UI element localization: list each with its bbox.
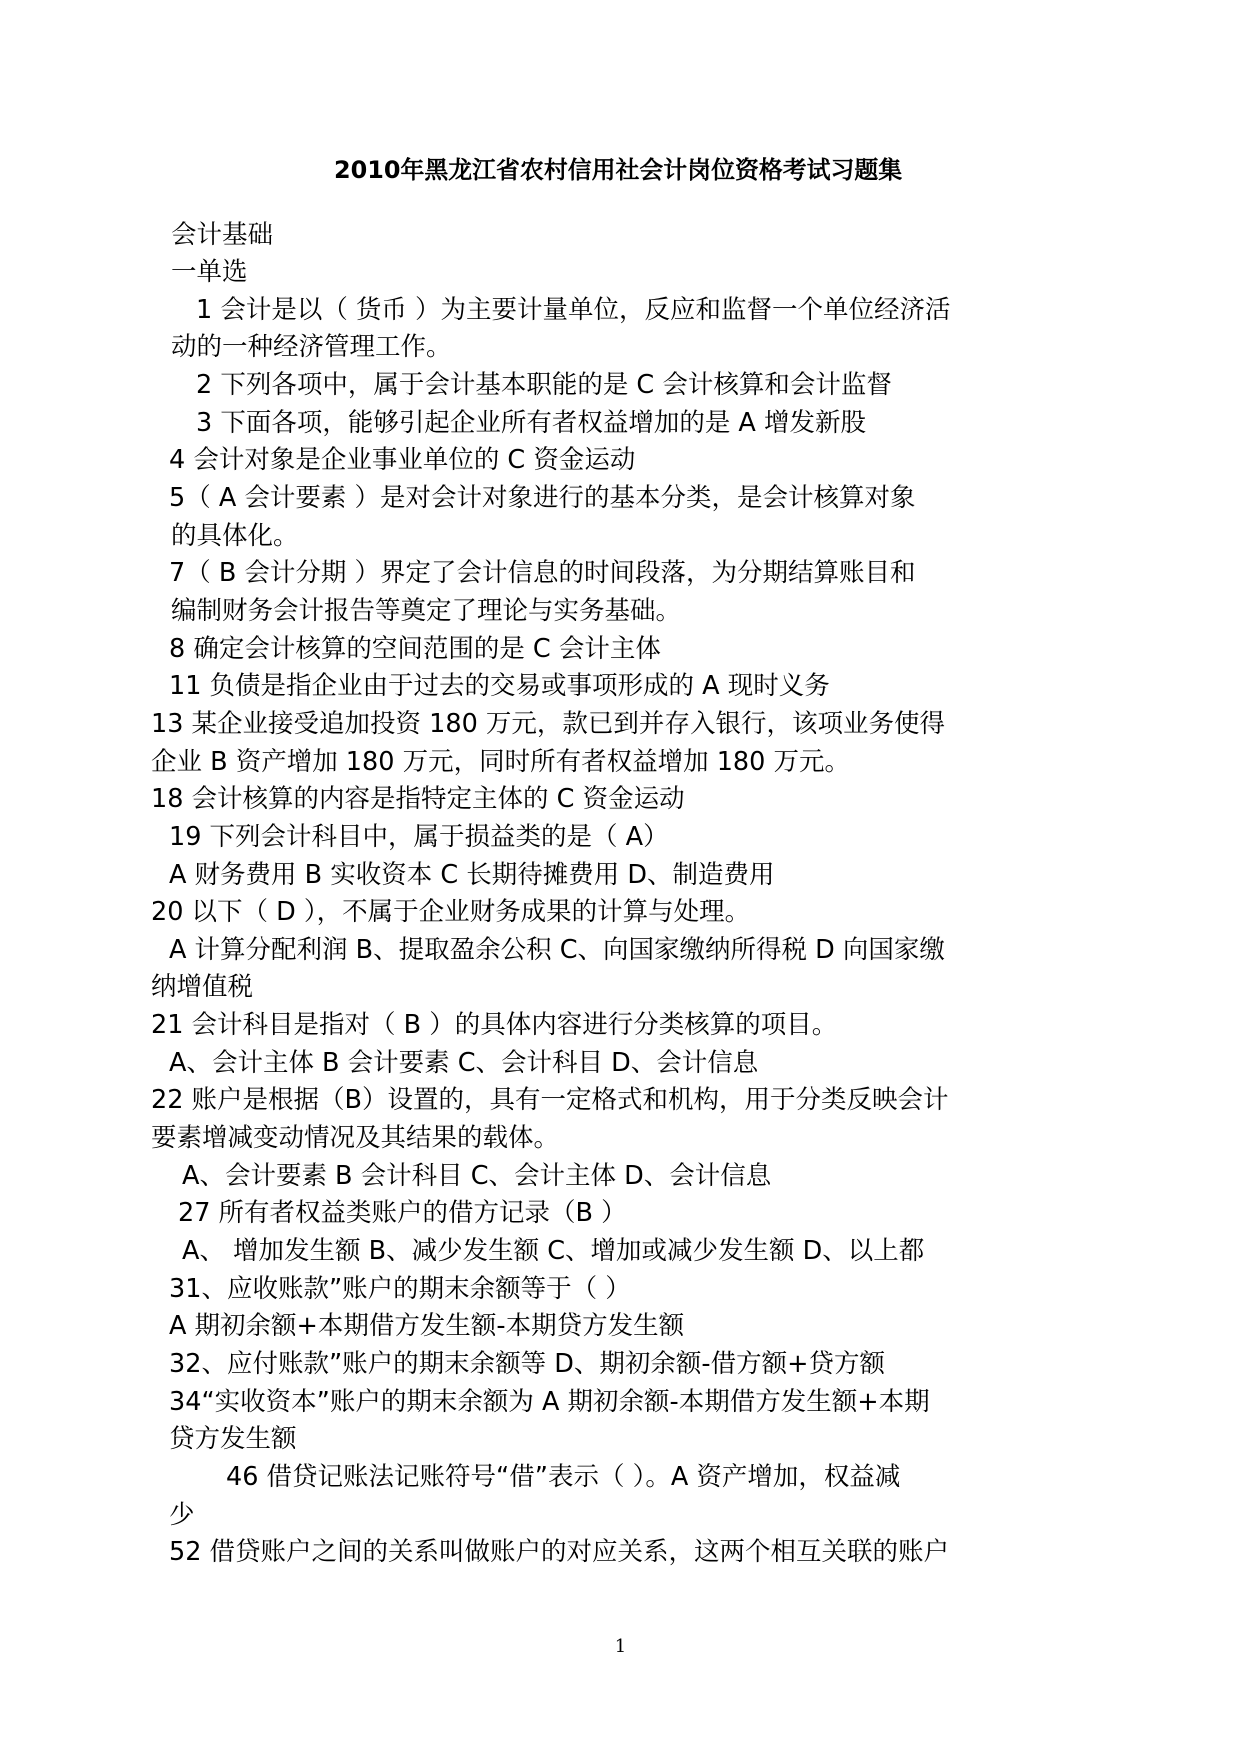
text-line: A 期初余额+本期借方发生额-本期贷方发生额 — [169, 1311, 685, 1341]
text-line: A、 增加发生额 B、减少发生额 C、增加或减少发生额 D、以上都 — [182, 1236, 925, 1266]
text-line: A 计算分配利润 B、提取盈余公积 C、向国家缴纳所得税 D 向国家缴 — [169, 935, 945, 965]
text-line: 32、应付账款”账户的期末余额等 D、期初余额-借方额+贷方额 — [169, 1349, 885, 1379]
page-title: 2010年黑龙江省农村信用社会计岗位资格考试习题集 — [334, 156, 903, 184]
text-line: A、会计主体 B 会计要素 C、会计科目 D、会计信息 — [169, 1048, 759, 1078]
text-line: 一单选 — [171, 257, 248, 287]
page-number: 1 — [614, 1636, 627, 1657]
text-line: 5（ A 会计要素 ）是对会计对象进行的基本分类，是会计核算对象 — [169, 483, 916, 513]
text-line: 11 负债是指企业由于过去的交易或事项形成的 A 现时义务 — [169, 671, 830, 701]
text-line: 要素增减变动情况及其结果的载体。 — [151, 1123, 560, 1153]
text-line: 13 某企业接受追加投资 180 万元，款已到并存入银行，该项业务使得 — [151, 709, 945, 739]
text-line: 编制财务会计报告等奠定了理论与实务基础。 — [171, 596, 682, 626]
text-line: 7（ B 会计分期 ）界定了会计信息的时间段落，为分期结算账目和 — [169, 558, 916, 588]
text-line: 的具体化。 — [171, 521, 299, 551]
text-line: A 财务费用 B 实收资本 C 长期待摊费用 D、制造费用 — [169, 860, 775, 890]
text-line: 27 所有者权益类账户的借方记录（B ） — [178, 1198, 627, 1228]
text-line: 8 确定会计核算的空间范围的是 C 会计主体 — [169, 634, 661, 664]
text-line: 纳增值税 — [151, 972, 254, 1002]
text-line: 20 以下（ D ），不属于企业财务成果的计算与处理。 — [151, 897, 751, 927]
text-line: 1 会计是以（ 货币 ）为主要计量单位，反应和监督一个单位经济活 — [196, 295, 951, 325]
text-line: 34“实收资本”账户的期末余额为 A 期初余额-本期借方发生额+本期 — [169, 1387, 930, 1417]
text-line: 18 会计核算的内容是指特定主体的 C 资金运动 — [151, 784, 685, 814]
text-line: 22 账户是根据（B）设置的，具有一定格式和机构，用于分类反映会计 — [151, 1085, 949, 1115]
text-line: 少 — [169, 1500, 195, 1530]
text-line: 31、应收账款”账户的期末余额等于（ ） — [169, 1274, 631, 1304]
text-line: 2 下列各项中，属于会计基本职能的是 C 会计核算和会计监督 — [196, 370, 892, 400]
text-line: 21 会计科目是指对（ B ）的具体内容进行分类核算的项目。 — [151, 1010, 838, 1040]
text-line: 贷方发生额 — [169, 1424, 297, 1454]
text-line: 3 下面各项，能够引起企业所有者权益增加的是 A 增发新股 — [196, 408, 866, 438]
text-line: A、会计要素 B 会计科目 C、会计主体 D、会计信息 — [182, 1161, 772, 1191]
text-line: 52 借贷账户之间的关系叫做账户的对应关系，这两个相互关联的账户 — [169, 1537, 950, 1567]
text-line: 46 借贷记账法记账符号“借”表示（ ）。A 资产增加，权益减 — [226, 1462, 901, 1492]
text-line: 动的一种经济管理工作。 — [171, 332, 452, 362]
text-line: 4 会计对象是企业事业单位的 C 资金运动 — [169, 445, 636, 475]
text-line: 19 下列会计科目中，属于损益类的是（ A） — [169, 822, 669, 852]
text-line: 企业 B 资产增加 180 万元，同时所有者权益增加 180 万元。 — [151, 747, 850, 777]
text-line: 会计基础 — [171, 220, 274, 250]
